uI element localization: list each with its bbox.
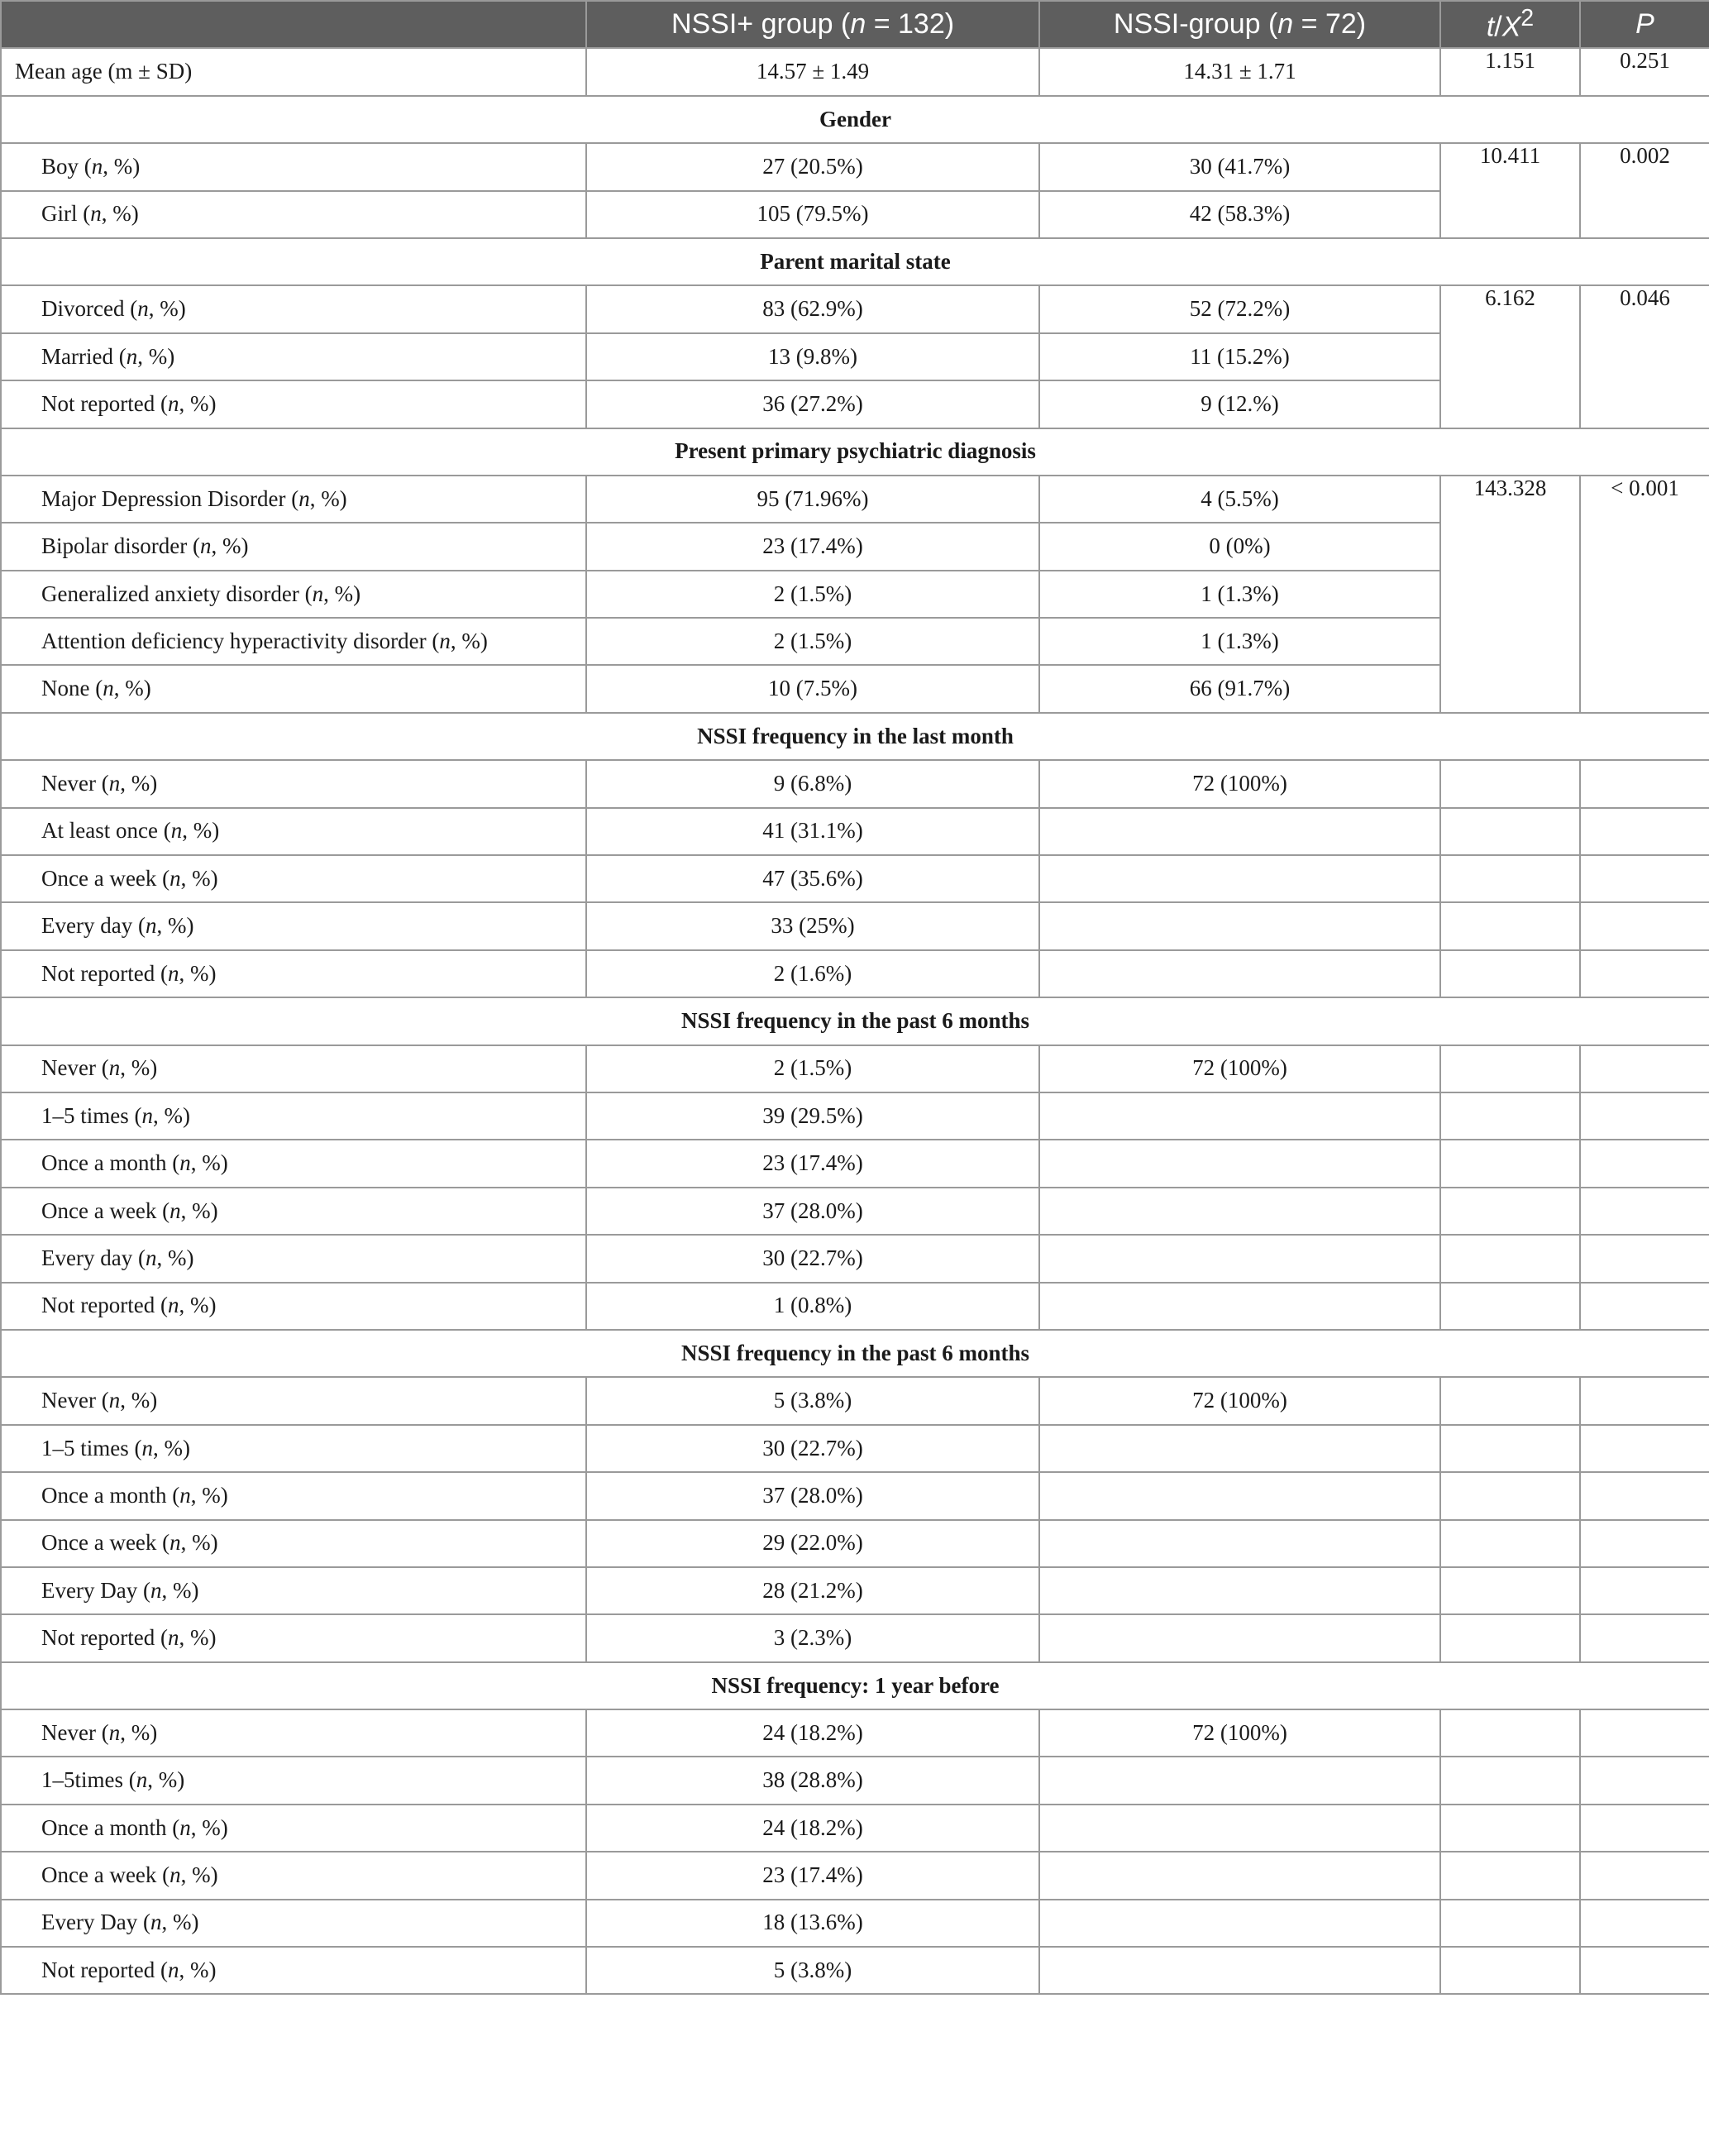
nssi-plus-value: 5 (3.8%)	[586, 1947, 1039, 1994]
p-value-empty	[1580, 1472, 1709, 1519]
header-nssi-minus: NSSI-group (n = 72)	[1039, 1, 1440, 48]
row-label: Attention deficiency hyperactivity disorder (n, %)	[1, 618, 586, 665]
test-statistic-empty	[1440, 1188, 1580, 1235]
test-statistic-empty	[1440, 1283, 1580, 1330]
test-statistic-empty	[1440, 1947, 1580, 1994]
row-label: Not reported (n, %)	[1, 1947, 586, 1994]
p-value-empty	[1580, 902, 1709, 949]
row-label: Never (n, %)	[1, 1709, 586, 1757]
header-nssi-plus: NSSI+ group (n = 132)	[586, 1, 1039, 48]
p-value-empty	[1580, 1140, 1709, 1187]
row-label: At least once (n, %)	[1, 808, 586, 855]
row-label: Boy (n, %)	[1, 143, 586, 190]
p-value-empty	[1580, 855, 1709, 902]
p-value: 0.046	[1580, 285, 1709, 428]
table-row	[1, 285, 1709, 332]
nssi-minus-value	[1039, 1425, 1440, 1472]
nssi-minus-value: 72 (100%)	[1039, 760, 1440, 807]
nssi-minus-value: 11 (15.2%)	[1039, 333, 1440, 380]
row-label: Bipolar disorder (n, %)	[1, 523, 586, 570]
table-row	[1, 1045, 1709, 1092]
test-statistic-empty	[1440, 1235, 1580, 1282]
p-value-empty	[1580, 1852, 1709, 1899]
nssi-minus-value: 66 (91.7%)	[1039, 665, 1440, 712]
nssi-minus-value: 1 (1.3%)	[1039, 618, 1440, 665]
nssi-plus-value: 23 (17.4%)	[586, 1140, 1039, 1187]
table-row	[1, 1757, 1709, 1804]
test-statistic-empty	[1440, 1805, 1580, 1852]
row-label: Every Day (n, %)	[1, 1900, 586, 1947]
nssi-plus-value: 24 (18.2%)	[586, 1709, 1039, 1757]
table-header	[1, 1, 1709, 48]
row-label: Once a week (n, %)	[1, 855, 586, 902]
nssi-minus-value	[1039, 1235, 1440, 1282]
row-label: Once a week (n, %)	[1, 1188, 586, 1235]
nssi-plus-value: 13 (9.8%)	[586, 333, 1039, 380]
p-value-empty	[1580, 1235, 1709, 1282]
nssi-minus-value: 1 (1.3%)	[1039, 571, 1440, 618]
nssi-plus-value: 1 (0.8%)	[586, 1283, 1039, 1330]
table-row	[1, 1900, 1709, 1947]
nssi-minus-value	[1039, 1188, 1440, 1235]
table-row	[1, 1188, 1709, 1235]
p-value: 0.251	[1580, 48, 1709, 95]
table-row	[1, 1805, 1709, 1852]
p-value-empty	[1580, 1520, 1709, 1567]
table-row	[1, 1472, 1709, 1519]
section-title: NSSI frequency in the last month	[1, 713, 1709, 760]
test-statistic-empty	[1440, 1900, 1580, 1947]
row-label: Major Depression Disorder (n, %)	[1, 476, 586, 523]
nssi-minus-value	[1039, 808, 1440, 855]
row-label: Not reported (n, %)	[1, 1283, 586, 1330]
table-row	[1, 855, 1709, 902]
test-statistic-empty	[1440, 1425, 1580, 1472]
nssi-minus-value	[1039, 950, 1440, 997]
test-statistic-empty	[1440, 950, 1580, 997]
p-value-empty	[1580, 1614, 1709, 1661]
p-value-empty	[1580, 1377, 1709, 1424]
nssi-plus-value: 95 (71.96%)	[586, 476, 1039, 523]
row-label: Generalized anxiety disorder (n, %)	[1, 571, 586, 618]
section-header-row	[1, 428, 1709, 476]
nssi-minus-value: 9 (12.%)	[1039, 380, 1440, 428]
row-label: Married (n, %)	[1, 333, 586, 380]
section-title: NSSI frequency in the past 6 months	[1, 997, 1709, 1045]
p-value-empty	[1580, 1805, 1709, 1852]
p-value-empty	[1580, 1045, 1709, 1092]
table-row	[1, 808, 1709, 855]
row-label: Once a week (n, %)	[1, 1520, 586, 1567]
header-p-value: P	[1580, 1, 1709, 48]
nssi-plus-value: 37 (28.0%)	[586, 1472, 1039, 1519]
row-label: Never (n, %)	[1, 760, 586, 807]
nssi-minus-value	[1039, 855, 1440, 902]
nssi-minus-value	[1039, 1805, 1440, 1852]
header-variable	[1, 1, 586, 48]
nssi-plus-value: 3 (2.3%)	[586, 1614, 1039, 1661]
nssi-minus-value: 0 (0%)	[1039, 523, 1440, 570]
nssi-plus-value: 39 (29.5%)	[586, 1092, 1039, 1140]
section-header-row	[1, 1662, 1709, 1709]
p-value-empty	[1580, 1567, 1709, 1614]
nssi-minus-value	[1039, 1283, 1440, 1330]
test-statistic-empty	[1440, 1852, 1580, 1899]
p-value-empty	[1580, 760, 1709, 807]
nssi-plus-value: 30 (22.7%)	[586, 1235, 1039, 1282]
nssi-minus-value	[1039, 1614, 1440, 1661]
p-value-empty	[1580, 1947, 1709, 1994]
nssi-plus-value: 37 (28.0%)	[586, 1188, 1039, 1235]
row-label: Not reported (n, %)	[1, 950, 586, 997]
nssi-minus-value: 4 (5.5%)	[1039, 476, 1440, 523]
test-statistic: 1.151	[1440, 48, 1580, 95]
header-row	[1, 1, 1709, 48]
nssi-minus-value: 14.31 ± 1.71	[1039, 48, 1440, 95]
p-value-empty	[1580, 1283, 1709, 1330]
table-row	[1, 1520, 1709, 1567]
nssi-minus-value	[1039, 1852, 1440, 1899]
table-row	[1, 1092, 1709, 1140]
nssi-plus-value: 18 (13.6%)	[586, 1900, 1039, 1947]
nssi-minus-value: 72 (100%)	[1039, 1045, 1440, 1092]
table-body	[1, 48, 1709, 1994]
test-statistic-empty	[1440, 1140, 1580, 1187]
section-header-row	[1, 997, 1709, 1045]
nssi-minus-value	[1039, 1567, 1440, 1614]
nssi-plus-value: 24 (18.2%)	[586, 1805, 1039, 1852]
table-row	[1, 1567, 1709, 1614]
table-row	[1, 1377, 1709, 1424]
test-statistic-empty	[1440, 760, 1580, 807]
table-row	[1, 1425, 1709, 1472]
p-value-empty	[1580, 808, 1709, 855]
nssi-plus-value: 27 (20.5%)	[586, 143, 1039, 190]
row-label: Not reported (n, %)	[1, 1614, 586, 1661]
table-row	[1, 950, 1709, 997]
nssi-minus-value	[1039, 1472, 1440, 1519]
nssi-minus-value: 72 (100%)	[1039, 1709, 1440, 1757]
test-statistic-empty	[1440, 1472, 1580, 1519]
table-row	[1, 1140, 1709, 1187]
table-row	[1, 48, 1709, 95]
table-row	[1, 476, 1709, 523]
nssi-plus-value: 5 (3.8%)	[586, 1377, 1039, 1424]
section-title: NSSI frequency in the past 6 months	[1, 1330, 1709, 1377]
nssi-plus-value: 2 (1.6%)	[586, 950, 1039, 997]
section-header-row	[1, 1330, 1709, 1377]
test-statistic-empty	[1440, 855, 1580, 902]
test-statistic: 143.328	[1440, 476, 1580, 713]
table-row	[1, 1614, 1709, 1661]
nssi-plus-value: 105 (79.5%)	[586, 191, 1039, 238]
nssi-plus-value: 33 (25%)	[586, 902, 1039, 949]
nssi-plus-value: 29 (22.0%)	[586, 1520, 1039, 1567]
row-label: Mean age (m ± SD)	[1, 48, 586, 95]
row-label: 1–5 times (n, %)	[1, 1425, 586, 1472]
row-label: Never (n, %)	[1, 1377, 586, 1424]
nssi-minus-value: 72 (100%)	[1039, 1377, 1440, 1424]
row-label: Divorced (n, %)	[1, 285, 586, 332]
nssi-minus-value: 52 (72.2%)	[1039, 285, 1440, 332]
nssi-plus-value: 41 (31.1%)	[586, 808, 1039, 855]
nssi-plus-value: 23 (17.4%)	[586, 1852, 1039, 1899]
section-header-row	[1, 238, 1709, 285]
test-statistic: 6.162	[1440, 285, 1580, 428]
test-statistic-empty	[1440, 1520, 1580, 1567]
nssi-plus-value: 83 (62.9%)	[586, 285, 1039, 332]
nssi-minus-value	[1039, 1900, 1440, 1947]
test-statistic-empty	[1440, 1045, 1580, 1092]
p-value-empty	[1580, 1425, 1709, 1472]
row-label: Once a week (n, %)	[1, 1852, 586, 1899]
nssi-minus-value	[1039, 1757, 1440, 1804]
test-statistic-empty	[1440, 1377, 1580, 1424]
row-label: Once a month (n, %)	[1, 1805, 586, 1852]
row-label: Girl (n, %)	[1, 191, 586, 238]
p-value-empty	[1580, 1709, 1709, 1757]
nssi-plus-value: 38 (28.8%)	[586, 1757, 1039, 1804]
section-title: Parent marital state	[1, 238, 1709, 285]
p-value-empty	[1580, 950, 1709, 997]
table-row	[1, 760, 1709, 807]
nssi-minus-value	[1039, 1092, 1440, 1140]
nssi-plus-value: 14.57 ± 1.49	[586, 48, 1039, 95]
row-label: Once a month (n, %)	[1, 1140, 586, 1187]
nssi-plus-value: 2 (1.5%)	[586, 618, 1039, 665]
nssi-minus-value	[1039, 1947, 1440, 1994]
row-label: 1–5 times (n, %)	[1, 1092, 586, 1140]
nssi-plus-value: 10 (7.5%)	[586, 665, 1039, 712]
p-value-empty	[1580, 1900, 1709, 1947]
test-statistic-empty	[1440, 902, 1580, 949]
table-row	[1, 143, 1709, 190]
p-value-empty	[1580, 1757, 1709, 1804]
test-statistic-empty	[1440, 1567, 1580, 1614]
p-value-empty	[1580, 1092, 1709, 1140]
nssi-plus-value: 30 (22.7%)	[586, 1425, 1039, 1472]
nssi-plus-value: 2 (1.5%)	[586, 571, 1039, 618]
nssi-plus-value: 2 (1.5%)	[586, 1045, 1039, 1092]
nssi-minus-value: 42 (58.3%)	[1039, 191, 1440, 238]
row-label: Every day (n, %)	[1, 1235, 586, 1282]
test-statistic: 10.411	[1440, 143, 1580, 238]
row-label: Every day (n, %)	[1, 902, 586, 949]
row-label: Once a month (n, %)	[1, 1472, 586, 1519]
test-statistic-empty	[1440, 1757, 1580, 1804]
nssi-plus-value: 28 (21.2%)	[586, 1567, 1039, 1614]
table-row	[1, 1947, 1709, 1994]
section-header-row	[1, 96, 1709, 143]
section-header-row	[1, 713, 1709, 760]
nssi-plus-value: 36 (27.2%)	[586, 380, 1039, 428]
row-label: None (n, %)	[1, 665, 586, 712]
section-title: Gender	[1, 96, 1709, 143]
p-value: 0.002	[1580, 143, 1709, 238]
p-value-empty	[1580, 1188, 1709, 1235]
nssi-minus-value: 30 (41.7%)	[1039, 143, 1440, 190]
table-row	[1, 902, 1709, 949]
row-label: Not reported (n, %)	[1, 380, 586, 428]
test-statistic-empty	[1440, 1709, 1580, 1757]
table-row	[1, 1283, 1709, 1330]
row-label: 1–5times (n, %)	[1, 1757, 586, 1804]
header-test-statistic: $t/X^2$	[1440, 1, 1580, 48]
nssi-plus-value: 23 (17.4%)	[586, 523, 1039, 570]
nssi-minus-value	[1039, 902, 1440, 949]
row-label: Never (n, %)	[1, 1045, 586, 1092]
table-row	[1, 1852, 1709, 1899]
row-label: Every Day (n, %)	[1, 1567, 586, 1614]
table-row	[1, 1235, 1709, 1282]
section-title: Present primary psychiatric diagnosis	[1, 428, 1709, 476]
test-statistic-empty	[1440, 808, 1580, 855]
table-row	[1, 1709, 1709, 1757]
nssi-plus-value: 47 (35.6%)	[586, 855, 1039, 902]
test-statistic-empty	[1440, 1614, 1580, 1661]
nssi-plus-value: 9 (6.8%)	[586, 760, 1039, 807]
nssi-minus-value	[1039, 1520, 1440, 1567]
p-value: < 0.001	[1580, 476, 1709, 713]
nssi-minus-value	[1039, 1140, 1440, 1187]
section-title: NSSI frequency: 1 year before	[1, 1662, 1709, 1709]
test-statistic-empty	[1440, 1092, 1580, 1140]
